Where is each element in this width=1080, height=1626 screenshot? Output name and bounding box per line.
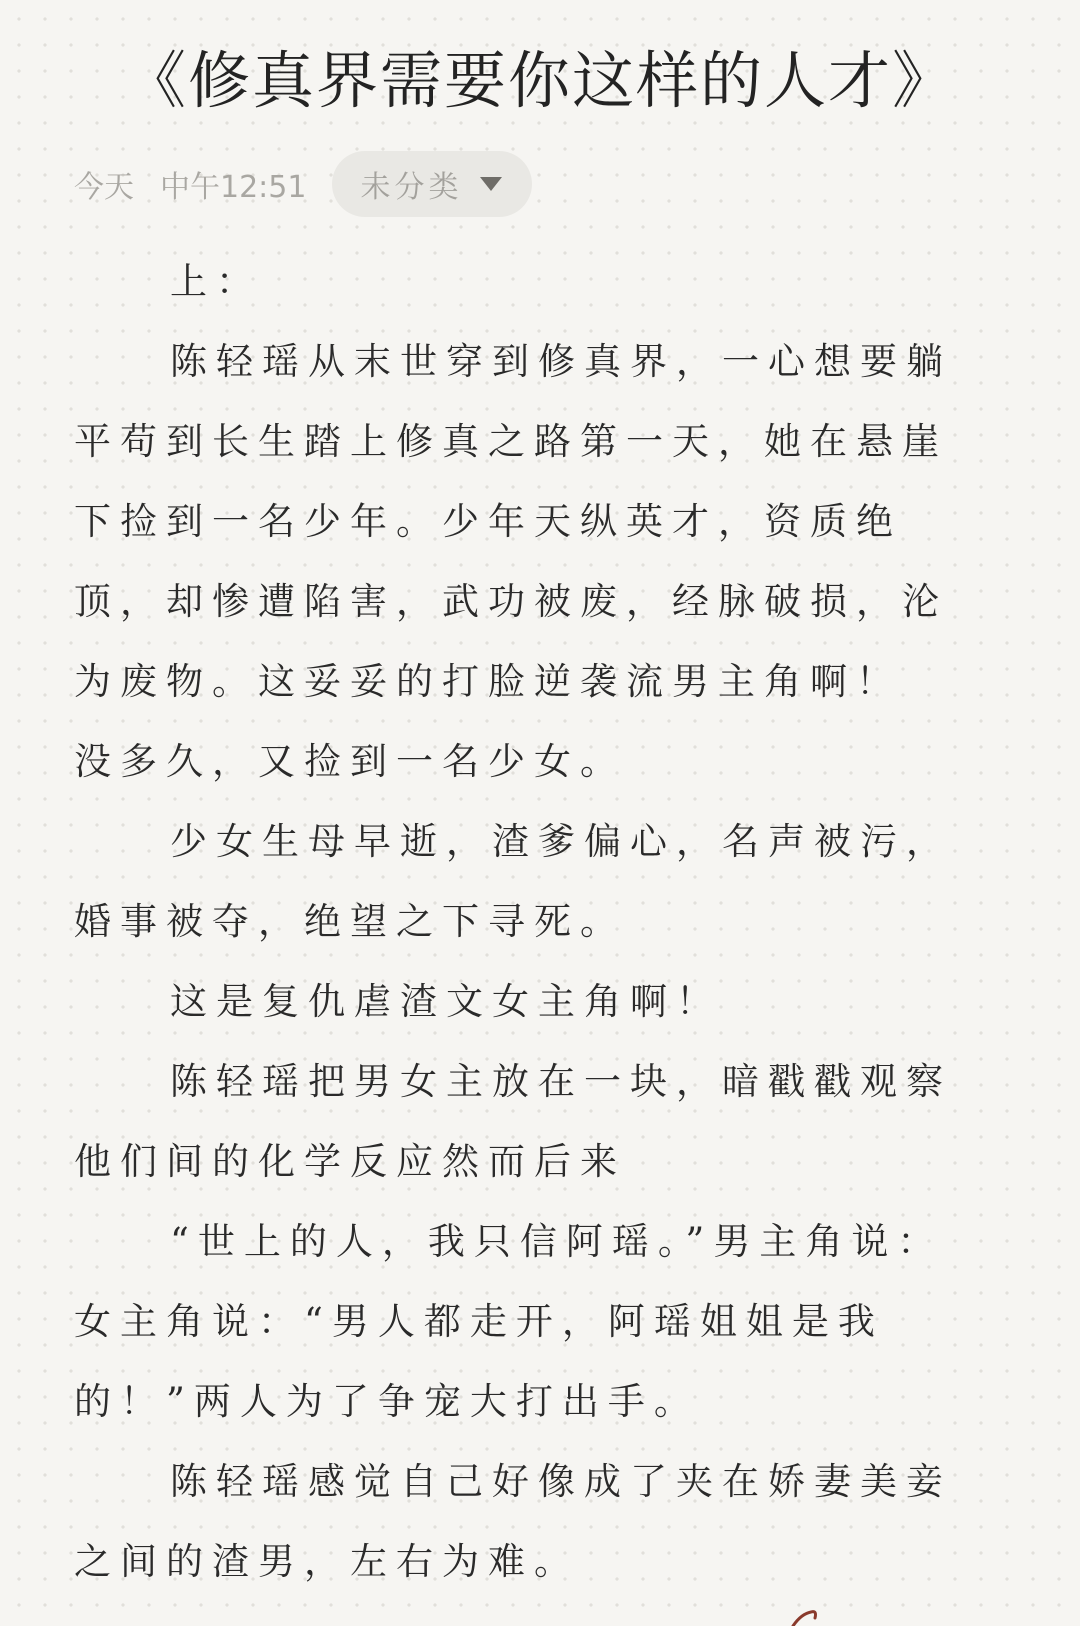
body-line: 陈轻瑶从末世穿到修真界，一心想要躺 (170, 340, 952, 383)
body-line: 平苟到长生踏上修真之路第一天，她在悬崖 (74, 420, 948, 463)
body-line: 之间的渣男，左右为难。 (74, 1540, 580, 1583)
category-label: 未分类 (360, 170, 463, 205)
body-line: 陈轻瑶把男女主放在一块，暗戳戳观察 (170, 1060, 952, 1103)
note-body[interactable] (74, 242, 974, 1602)
body-line: 他们间的化学反应然而后来 (74, 1140, 626, 1183)
body-line: 为废物。这妥妥的打脸逆袭流男主角啊！ (74, 660, 902, 703)
body-line: 顶，却惨遭陷害，武功被废，经脉破损，沦 (74, 580, 948, 623)
note-date: 今天 (74, 170, 134, 205)
note-time: 中午12:51 (160, 170, 307, 205)
body-line: 婚事被夺，绝望之下寻死。 (74, 900, 626, 943)
body-line: 少女生母早逝，渣爹偏心，名声被污， (170, 820, 952, 863)
body-line: 陈轻瑶感觉自己好像成了夹在娇妻美妾 (170, 1460, 952, 1503)
body-line: 没多久，又捡到一名少女。 (74, 740, 626, 783)
chevron-down-icon (480, 177, 502, 191)
body-line: “世上的人，我只信阿瑶。”男主角说： (170, 1220, 944, 1263)
body-line: 下捡到一名少年。少年天纵英才，资质绝 (74, 500, 902, 543)
note-meta (74, 148, 532, 220)
note-title[interactable]: 《修真界需要你这样的人才》 (123, 44, 956, 117)
decorative-stroke (785, 1596, 825, 1626)
body-line: 的！”两人为了争宠大打出手。 (74, 1380, 700, 1423)
body-line: 这是复仇虐渣文女主角啊！ (170, 980, 722, 1023)
body-line: 上： (170, 260, 262, 303)
body-line: 女主角说：“男人都走开，阿瑶姐姐是我 (74, 1300, 884, 1343)
category-dropdown[interactable] (332, 151, 532, 217)
